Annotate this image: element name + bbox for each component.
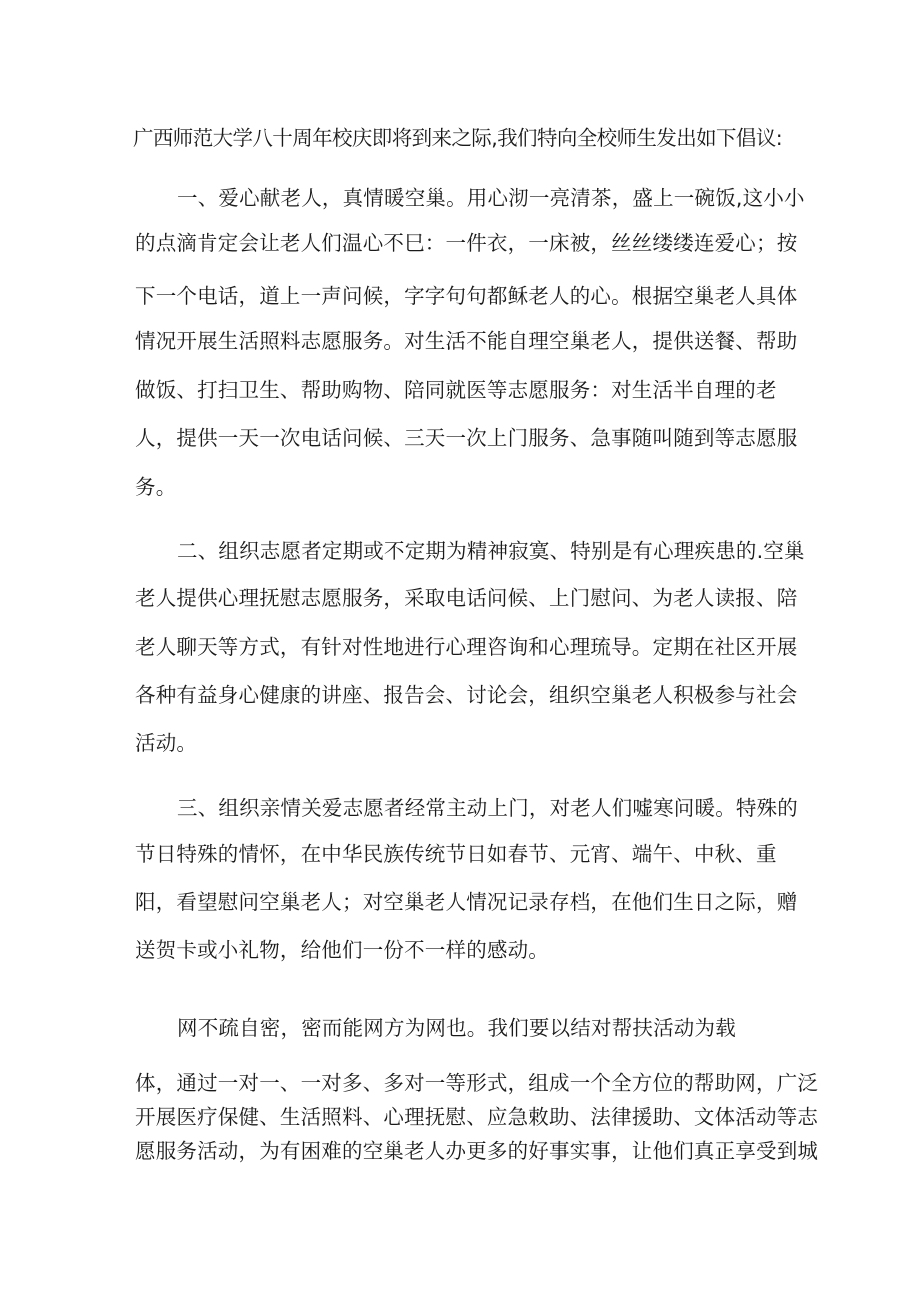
paragraph3-line: 节日特殊的情怀，在中华民族传统节日如春节、元宵、端午、中秋、重 [135, 842, 777, 866]
paragraph3-line: 三、组织亲情关爱志愿者经常主动上门，对老人们嘘寒问暖。特殊的 [177, 796, 798, 820]
paragraph1-line: 的点滴肯定会让老人们温心不巳：一件衣，一床被，丝丝缕缕连爱心；按 [135, 231, 798, 255]
paragraph4-line: 体，通过一对一、一对多、多对一等形式，组成一个全方位的帮助网，广泛 [135, 1071, 819, 1095]
paragraph4-line: 愿服务活动，为有困难的空巢老人办更多的好事实事，让他们真正享受到城 [135, 1139, 819, 1163]
paragraph1-line: 务。 [135, 475, 177, 499]
paragraph2-line: 二、组织志愿者定期或不定期为精神寂寞、特别是有心理疾患的.空巢 [177, 539, 805, 563]
paragraph2-line: 活动。 [135, 731, 198, 755]
paragraph2-line: 各种有益身心健康的讲座、报告会、讨论会，组织空巢老人积极参与社会 [135, 683, 798, 707]
paragraph1-line: 人，提供一天一次电话问候、三天一次上门服务、急事随叫随到等志愿服 [135, 426, 798, 450]
paragraph3-line: 送贺卡或小礼物，给他们一份不一样的感动。 [135, 938, 549, 962]
paragraph3-line: 阳，看望慰问空巢老人；对空巢老人情况记录存档，在他们生日之际，赠 [135, 890, 798, 914]
paragraph1-line: 一、爱心献老人，真情暖空巢。用心沏一亮清茶，盛上一碗饭,这小小 [177, 186, 805, 210]
paragraph2-line: 老人提供心理抚慰志愿服务，采取电话问候、上门慰问、为老人读报、陪 [135, 586, 798, 610]
paragraph2-line: 老人聊天等方式，有针对性地进行心理咨询和心理琉导。定期在社区开展 [135, 635, 798, 659]
paragraph4-line: 开展医疗保健、生活照料、心理抚慰、应急敕助、法律援助、文体活动等志 [135, 1105, 819, 1129]
paragraph1-line: 下一个电话，道上一声问候，字字句句都稣老人的心。根据空巢老人具体 [135, 284, 798, 308]
intro-line: 广西师范大学八十周年校庆即将到来之际,我们特向全校师生发出如下倡议: [133, 126, 783, 150]
paragraph1-line: 做饭、打扫卫生、帮助购物、陪同就医等志愿服务：对生活半自理的老 [135, 378, 777, 402]
paragraph4-first-line: 网不疏自密，密而能网方为网也。我们要以结对帮扶活动为载 [177, 1016, 736, 1040]
paragraph1-line: 情况开展生活照料志愿服务。对生活不能自理空巢老人，提供送餐、帮助 [135, 329, 798, 353]
